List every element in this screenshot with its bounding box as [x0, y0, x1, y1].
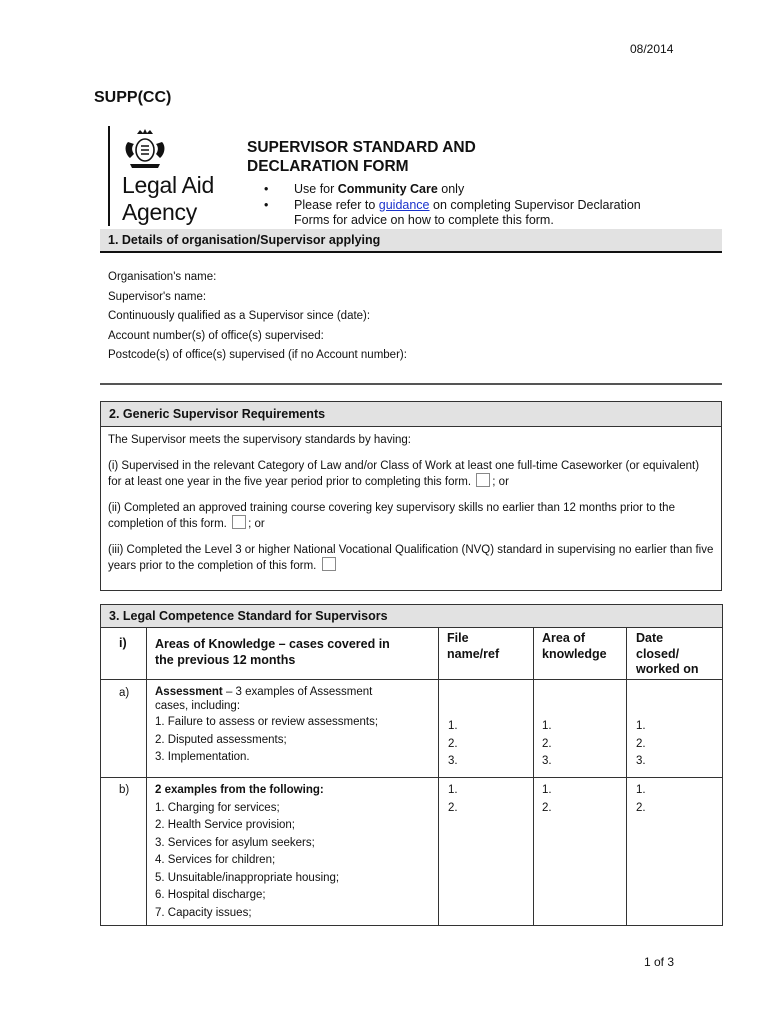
section1-header: [100, 229, 722, 253]
section2-body: [108, 433, 714, 585]
section2-box: [100, 401, 722, 591]
form-title-line1: SUPERVISOR STANDARD AND: [247, 139, 476, 156]
col-date-header: Date closed/ worked on: [636, 631, 699, 676]
row-b-area-entries[interactable]: 1. 2.: [542, 784, 552, 814]
royal-crest-icon: [122, 128, 168, 170]
col-file-header: File name/ref: [447, 631, 500, 661]
qualified-since-field[interactable]: Continuously qualified as a Supervisor since (date):: [108, 310, 371, 322]
page-number: 1 of 3: [644, 955, 675, 969]
row-a-items: 1. Failure to assess or review assessments; 2. Disputed assessments; 3. Implementation.: [155, 716, 379, 763]
row-b-description: 2 examples from the following: 1. Charging for services; 2. Health Service provision; 3. Services for asylum seekers; 4. Services for children; 5. Unsuitable/inappropriate housing; 6. Hospital discharge; 7. Capacity issues;: [155, 784, 340, 919]
form-date: 08/2014: [630, 42, 674, 56]
section3-title: 3. Legal Competence Standard for Supervisors: [109, 609, 388, 623]
instructions-list: [262, 182, 641, 229]
organisation-details-fields: [108, 268, 407, 366]
table-line: [626, 627, 627, 925]
row-b-file-entries[interactable]: 1. 2.: [448, 784, 458, 814]
form-title: [247, 138, 476, 176]
form-title-line2: DECLARATION FORM: [247, 158, 409, 175]
col-area-header: Area of knowledge: [542, 631, 607, 661]
logo-text-line2: Agency: [122, 199, 197, 225]
table-line: [146, 627, 147, 925]
section1-title: 1. Details of organisation/Supervisor applying: [108, 233, 381, 247]
requirement-iii-checkbox[interactable]: [322, 557, 336, 571]
row-b-label: b): [119, 784, 130, 796]
section2-header: [101, 402, 721, 427]
table-line: [438, 627, 439, 925]
table-line: [533, 627, 534, 925]
form-code: SUPP(CC): [94, 89, 172, 106]
supervisor-name-field[interactable]: Supervisor's name:: [108, 290, 207, 303]
table-line: [101, 679, 722, 680]
requirement-iii: (iii) Completed the Level 3 or higher National Vocational Qualification (NVQ) standard in supervising no earlier than five years prior to the completion of this form.: [108, 544, 714, 572]
col-index-header: i): [119, 636, 127, 650]
requirement-ii-checkbox[interactable]: [232, 515, 246, 529]
row-a-description: Assessment – 3 examples of Assessment cases, including:: [155, 686, 373, 712]
row-a-area-entries[interactable]: 1. 2. 3.: [542, 720, 552, 767]
section3-box: [100, 604, 723, 926]
instruction-item: • Please refer to guidance on completing Supervisor Declaration Forms for advice on how to complete this form.: [264, 197, 641, 227]
section3-header: [101, 605, 722, 628]
row-a-label: a): [119, 687, 130, 699]
requirement-ii: (ii) Completed an approved training course covering key supervisory skills no earlier than 12 months prior to the completion of this form. ; or: [108, 502, 675, 530]
competence-table: [101, 627, 722, 925]
legal-aid-agency-logo: [108, 126, 240, 226]
requirement-i: (i) Supervised in the relevant Category of Law and/or Class of Work at least one full-time Caseworker (or equivalent) for at least one year in the five year period prior to completing this form. ; or: [108, 460, 700, 488]
row-b-date-entries[interactable]: 1. 2.: [636, 784, 646, 814]
organisation-name-field[interactable]: Organisation's name:: [108, 271, 217, 283]
account-number-field[interactable]: Account number(s) of office(s) supervised:: [108, 329, 324, 342]
guidance-link[interactable]: guidance: [378, 197, 430, 212]
section-divider: [100, 383, 722, 385]
bullet-icon: •: [264, 182, 269, 196]
row-a-date-entries[interactable]: 1. 2. 3.: [636, 720, 646, 767]
table-line: [101, 777, 722, 778]
requirement-i-checkbox[interactable]: [476, 473, 490, 487]
logo-text-line1: Legal Aid: [122, 172, 214, 198]
section2-intro: The Supervisor meets the supervisory standards by having:: [108, 434, 411, 446]
instruction-item: • Use for Community Care only: [264, 182, 465, 196]
postcode-field[interactable]: Postcode(s) of office(s) supervised (if no Account number):: [108, 349, 407, 361]
bullet-icon: •: [264, 197, 269, 212]
section2-title: 2. Generic Supervisor Requirements: [109, 407, 326, 421]
row-a-file-entries[interactable]: 1. 2. 3.: [448, 720, 458, 767]
col-areas-header: Areas of Knowledge – cases covered in the previous 12 months: [155, 637, 390, 667]
